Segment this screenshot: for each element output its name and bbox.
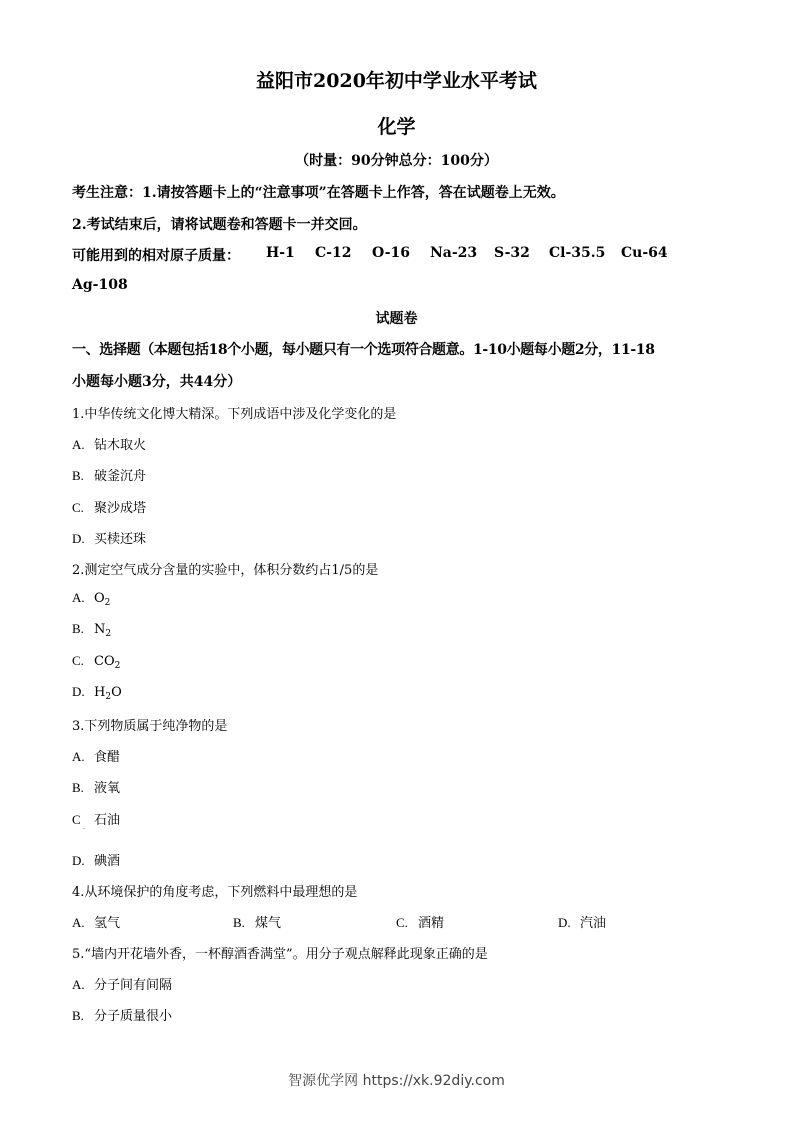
section-heading: 试题卷: [375, 311, 418, 327]
question-2-option-b: [72, 621, 111, 639]
question-4-option-b: [233, 912, 281, 931]
question-4-option-a: [72, 912, 120, 931]
option-text: 酒精: [418, 916, 445, 931]
footer-watermark: 智源优学网 https://xk.92diy.com: [288, 1073, 505, 1089]
option-text: 石油: [94, 813, 121, 828]
notice-line-2: 2.考试结束后，请将试题卷和答题卡一并交回。: [72, 217, 367, 233]
option-letter: D.: [72, 531, 85, 546]
atomic-mass-extra: Ag-108: [72, 277, 128, 293]
option-text: 汽油: [580, 916, 607, 931]
atomic-mass-item: Na-23: [430, 245, 478, 261]
question-1-option-a: [72, 434, 146, 453]
option-text: 破釜沉舟: [94, 469, 147, 484]
atomic-mass-label: 可能用到的相对原子质量：: [72, 248, 240, 264]
option-letter: A.: [72, 977, 85, 992]
notice-line-1: 考生注意：1.请按答题卡上的“注意事项”在答题卡上作答，答在试题卷上无效。: [72, 185, 565, 201]
option-text: 氢气: [94, 916, 121, 931]
option-letter: D.: [72, 684, 85, 699]
option-letter: D.: [72, 853, 85, 868]
question-1-option-d: [72, 528, 146, 547]
formula-base: O: [94, 591, 105, 606]
atomic-mass-item: Cl-35.5: [549, 245, 606, 261]
formula-subscript: 2: [104, 598, 111, 608]
question-3-option-c: [72, 809, 120, 828]
formula-subscript: 2: [105, 629, 112, 639]
option-text: 买椟还珠: [94, 532, 147, 547]
part1-instructions-line-1: 一、选择题（本题包括18个小题，每小题只有一个选项符合题意。1-10小题每小题2分，11-18: [72, 342, 655, 358]
formula-tail: O: [111, 685, 122, 700]
option-text: 分子质量很小: [94, 1009, 173, 1024]
question-2-option-d: [72, 684, 122, 702]
option-text: 食醋: [94, 750, 121, 765]
atomic-mass-item: S-32: [494, 245, 530, 261]
atomic-mass-item: Cu-64: [621, 245, 668, 261]
question-1-option-c: [72, 497, 146, 516]
question-2-option-a: [72, 590, 110, 608]
question-4-stem: 4.从环境保护的角度考虑，下列燃料中最理想的是: [72, 885, 358, 900]
formula-base: CO: [94, 654, 115, 669]
option-text: 煤气: [255, 916, 282, 931]
option-letter: B.: [72, 468, 84, 483]
part1-instructions-line-2: 小题每小题3分，共44分）: [72, 374, 242, 390]
option-letter: B.: [72, 1008, 84, 1023]
exam-timing: （时量：90分钟总分：100分）: [295, 153, 498, 169]
option-letter: C.: [72, 653, 84, 668]
option-letter: D.: [558, 915, 571, 930]
option-letter: C.: [396, 915, 408, 930]
question-3-option-d: [72, 850, 120, 869]
stray-dot: ·: [83, 826, 85, 833]
option-text: 分子间有间隔: [94, 978, 173, 993]
exam-subject: 化学: [377, 116, 416, 138]
option-letter: B.: [72, 621, 84, 636]
option-letter: A.: [72, 749, 85, 764]
option-letter: A.: [72, 590, 85, 605]
option-text: 碘酒: [94, 854, 121, 869]
formula-subscript: 2: [105, 692, 112, 702]
atomic-mass-line: [72, 245, 668, 265]
question-3-stem: 3.下列物质属于纯净物的是: [72, 719, 228, 734]
option-letter: A.: [72, 915, 85, 930]
atomic-mass-item: O-16: [372, 245, 411, 261]
formula-subscript: 2: [114, 661, 121, 671]
question-3-option-b: [72, 777, 120, 796]
question-2-option-c: [72, 653, 120, 671]
question-3-option-a: [72, 746, 120, 765]
option-text: 钻木取火: [94, 438, 147, 453]
question-2-stem: 2.测定空气成分含量的实验中，体积分数约占1/5的是: [72, 563, 379, 578]
atomic-mass-item: C-12: [315, 245, 352, 261]
question-4-option-d: [558, 912, 606, 931]
atomic-mass-item: H-1: [266, 245, 295, 261]
option-text: 聚沙成塔: [94, 501, 147, 516]
question-1-option-b: [72, 465, 146, 484]
formula-base: H: [94, 685, 106, 700]
question-5-stem: 5.“墙内开花墙外香，一杯醇酒香满堂”。用分子观点解释此现象正确的是: [72, 947, 488, 962]
option-letter: B.: [233, 915, 245, 930]
option-letter: B.: [72, 780, 84, 795]
question-4-option-c: [396, 912, 444, 931]
option-letter: A.: [72, 437, 85, 452]
question-1-stem: 1.中华传统文化博大精深。下列成语中涉及化学变化的是: [72, 407, 397, 422]
formula-base: N: [94, 622, 106, 637]
option-letter: C: [72, 812, 81, 827]
option-letter: C.: [72, 500, 84, 515]
option-text: 液氧: [94, 781, 121, 796]
question-5-option-b: [72, 1005, 172, 1024]
exam-title: 益阳市2020年初中学业水平考试: [256, 70, 537, 92]
question-5-option-a: [72, 974, 172, 993]
